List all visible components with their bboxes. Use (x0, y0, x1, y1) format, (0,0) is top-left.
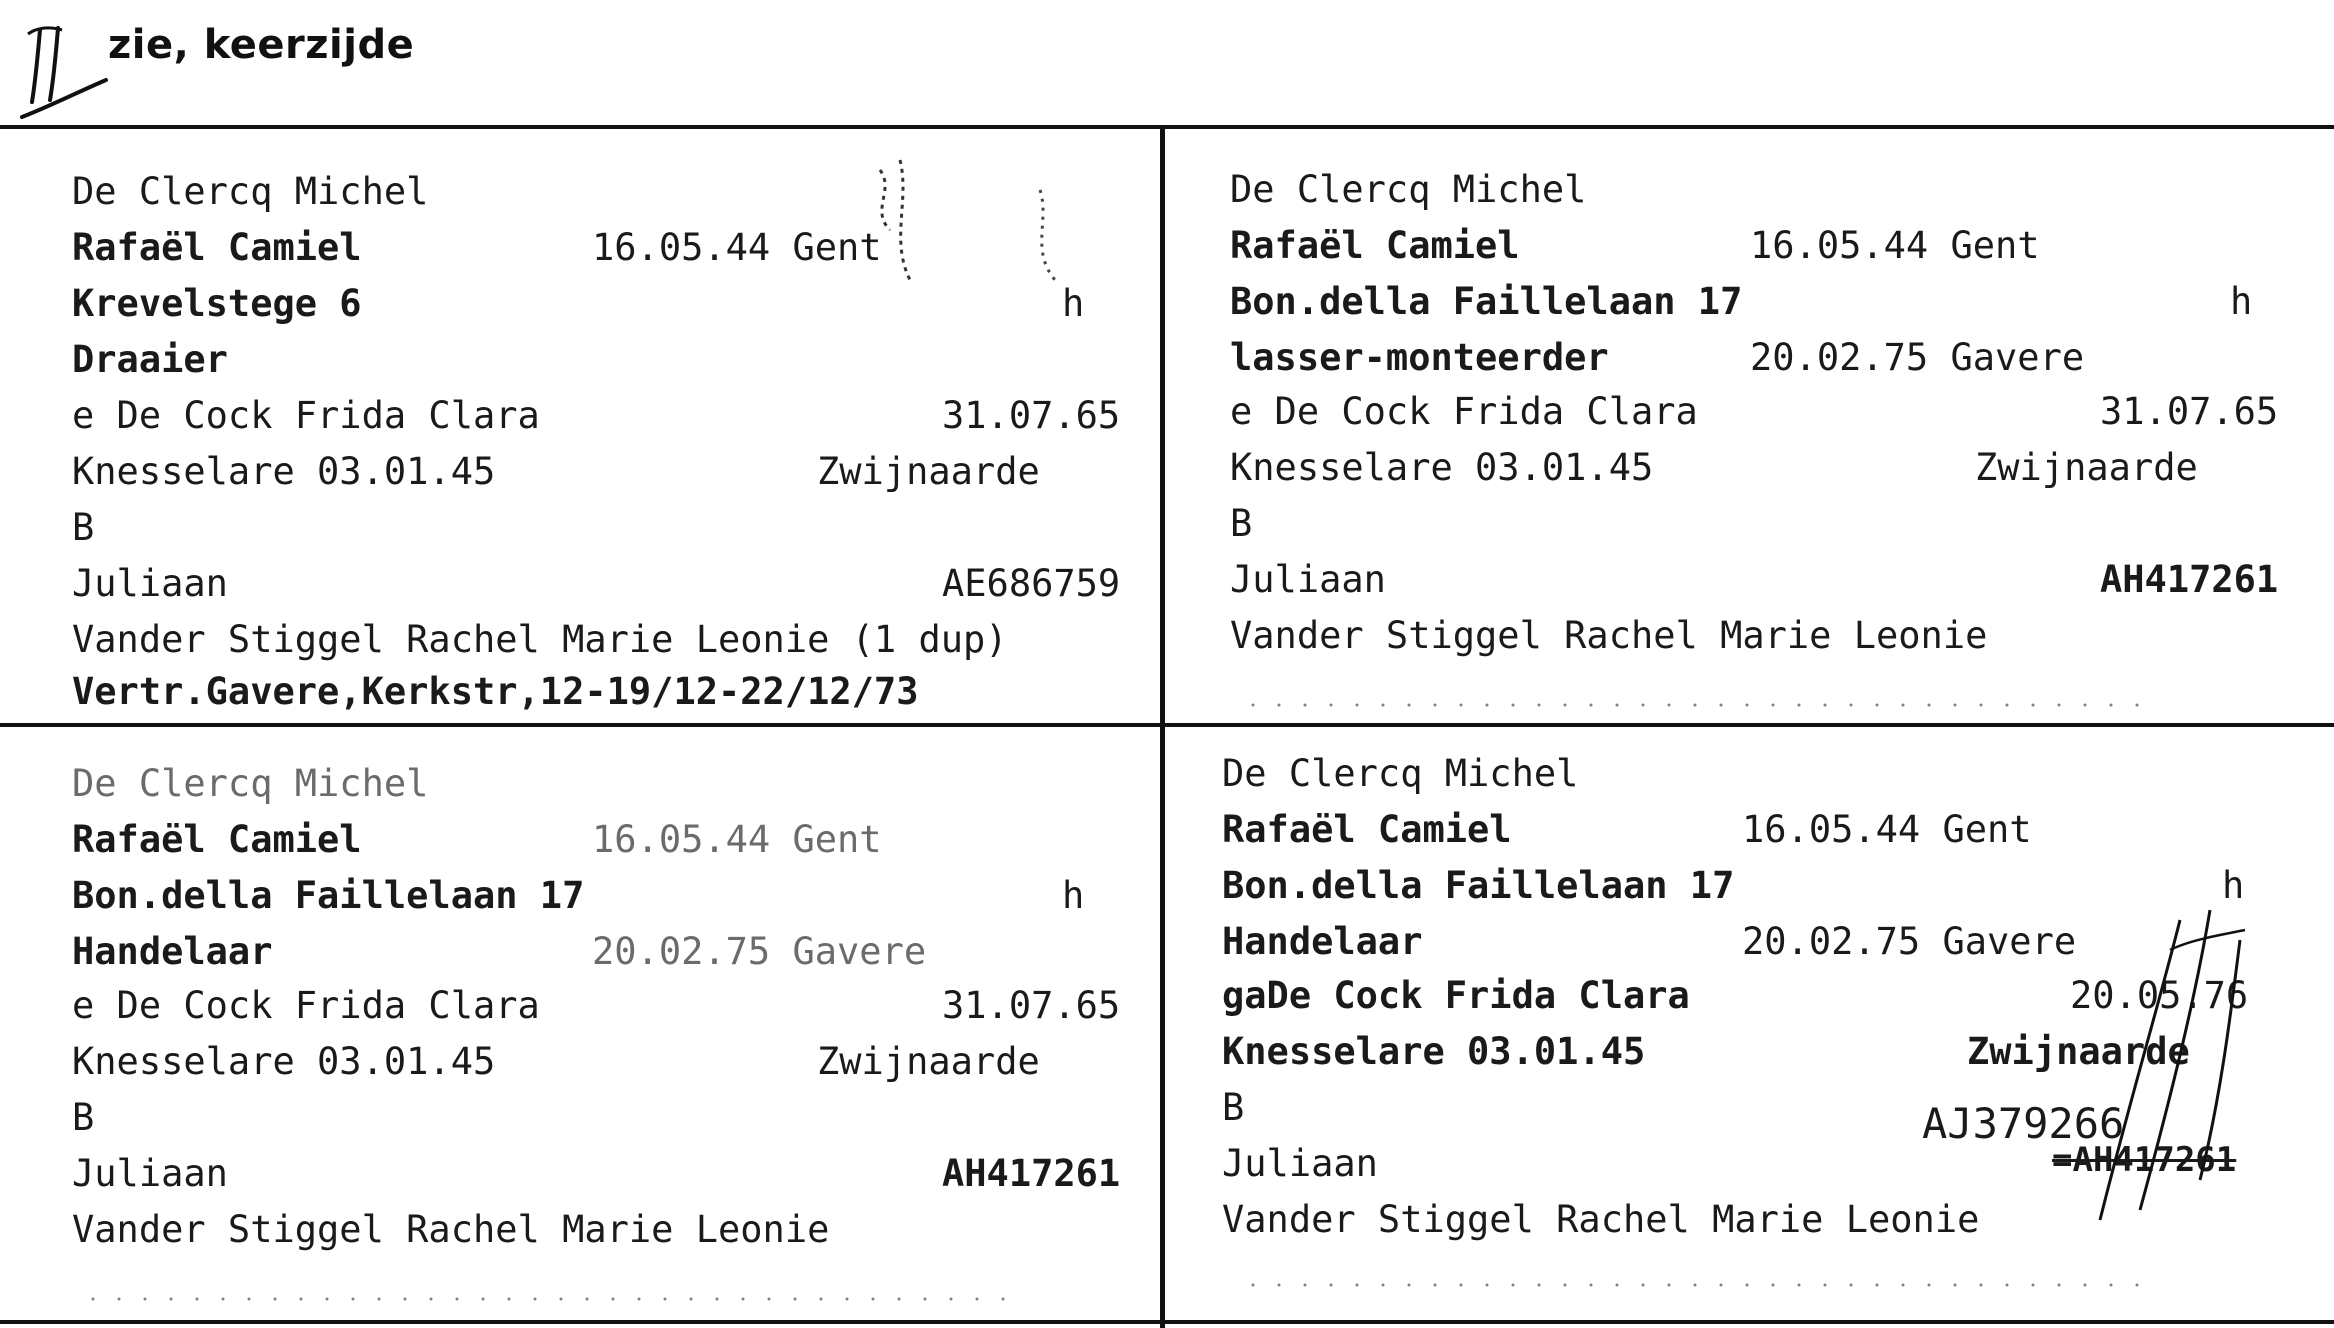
name-line: De Clercq Michel (1230, 168, 1587, 211)
marriage-place: Zwijnaarde (817, 1040, 1040, 1083)
marriage-date: 31.07.65 (2100, 390, 2279, 433)
ink-scribble-mark (840, 140, 1100, 300)
spouse-birth: Knesselare 03.01.45 (72, 1040, 496, 1083)
given-names: Rafaël Camiel (1230, 224, 1520, 267)
address: Krevelstege 6 (72, 282, 362, 325)
spouse-name: e De Cock Frida Clara (72, 394, 540, 437)
given-names: Rafaël Camiel (72, 226, 362, 269)
birth-date-place: 16.05.44 Gent (1750, 224, 2040, 267)
mother-name: Vander Stiggel Rachel Marie Leonie (1 dup) (72, 618, 1008, 661)
mother-name: Vander Stiggel Rachel Marie Leonie (1222, 1198, 1980, 1241)
marriage-date: 20.05.76 (2070, 974, 2249, 1017)
father-name: Juliaan (72, 562, 228, 605)
page-header (0, 0, 2334, 125)
father-name: Juliaan (1222, 1142, 1378, 1185)
occupation: Draaier (72, 338, 228, 381)
nationality-code: B (1230, 502, 1253, 545)
address: Bon.della Faillelaan 17 (72, 874, 585, 917)
id-number: AH417261 (2100, 558, 2279, 601)
nationality-code: B (72, 1096, 95, 1139)
address: Bon.della Faillelaan 17 (1222, 864, 1735, 907)
spouse-birth: Knesselare 03.01.45 (1230, 446, 1654, 489)
spouse-name: e De Cock Frida Clara (72, 984, 540, 1027)
handwritten-initials-mark (18, 22, 108, 122)
name-line: De Clercq Michel (72, 762, 429, 805)
spouse-name: e De Cock Frida Clara (1230, 390, 1698, 433)
new-id-number: AJ379266 (1922, 1099, 2125, 1148)
bottom-divider (0, 1320, 2334, 1324)
marker-h: h (2230, 280, 2253, 323)
given-names: Rafaël Camiel (1222, 808, 1512, 851)
marker-h: h (1062, 282, 1085, 325)
id-number: AE686759 (942, 562, 1121, 605)
occupation-date-place: 20.02.75 Gavere (1742, 920, 2077, 963)
marker-h: h (1062, 874, 1085, 917)
address: Bon.della Faillelaan 17 (1230, 280, 1743, 323)
id-number: AH417261 (942, 1152, 1121, 1195)
handwritten-correction-mark (2010, 880, 2330, 1240)
father-name: Juliaan (72, 1152, 228, 1195)
name-line: De Clercq Michel (72, 170, 429, 213)
dotted-rule (1240, 1280, 2140, 1290)
occupation: Handelaar (1222, 920, 1423, 963)
marriage-place: Zwijnaarde (817, 450, 1040, 493)
middle-divider (0, 723, 2334, 727)
mother-name: Vander Stiggel Rachel Marie Leonie (72, 1208, 830, 1251)
nationality-code: B (72, 506, 95, 549)
occupation: Handelaar (72, 930, 273, 973)
marriage-place: Zwijnaarde (1975, 446, 2198, 489)
column-divider (1160, 125, 1165, 1328)
spouse-name: gaDe Cock Frida Clara (1222, 974, 1690, 1017)
father-name: Juliaan (1230, 558, 1386, 601)
occupation-date-place: 20.02.75 Gavere (1750, 336, 2085, 379)
birth-date-place: 16.05.44 Gent (1742, 808, 2032, 851)
dotted-rule (80, 1294, 1010, 1304)
header-note: zie, keerzijde (108, 22, 415, 68)
marriage-date: 31.07.65 (942, 984, 1121, 1027)
given-names: Rafaël Camiel (72, 818, 362, 861)
name-line: De Clercq Michel (1222, 752, 1579, 795)
birth-date-place: 16.05.44 Gent (592, 226, 882, 269)
marriage-date: 31.07.65 (942, 394, 1121, 437)
top-divider (0, 125, 2334, 129)
departure-note: Vertr.Gavere,Kerkstr,12-19/12-22/12/73 (72, 670, 919, 713)
spouse-birth: Knesselare 03.01.45 (72, 450, 496, 493)
birth-date-place: 16.05.44 Gent (592, 818, 882, 861)
mother-name: Vander Stiggel Rachel Marie Leonie (1230, 614, 1988, 657)
dotted-rule (1240, 700, 2140, 710)
occupation-date-place: 20.02.75 Gavere (592, 930, 927, 973)
old-id-number: =AH417261 (2052, 1140, 2237, 1180)
marker-h: h (2222, 864, 2245, 907)
spouse-birth: Knesselare 03.01.45 (1222, 1030, 1646, 1073)
occupation: lasser-monteerder (1230, 336, 1609, 379)
nationality-code: B (1222, 1086, 1245, 1129)
marriage-place: Zwijnaarde (1967, 1030, 2190, 1073)
